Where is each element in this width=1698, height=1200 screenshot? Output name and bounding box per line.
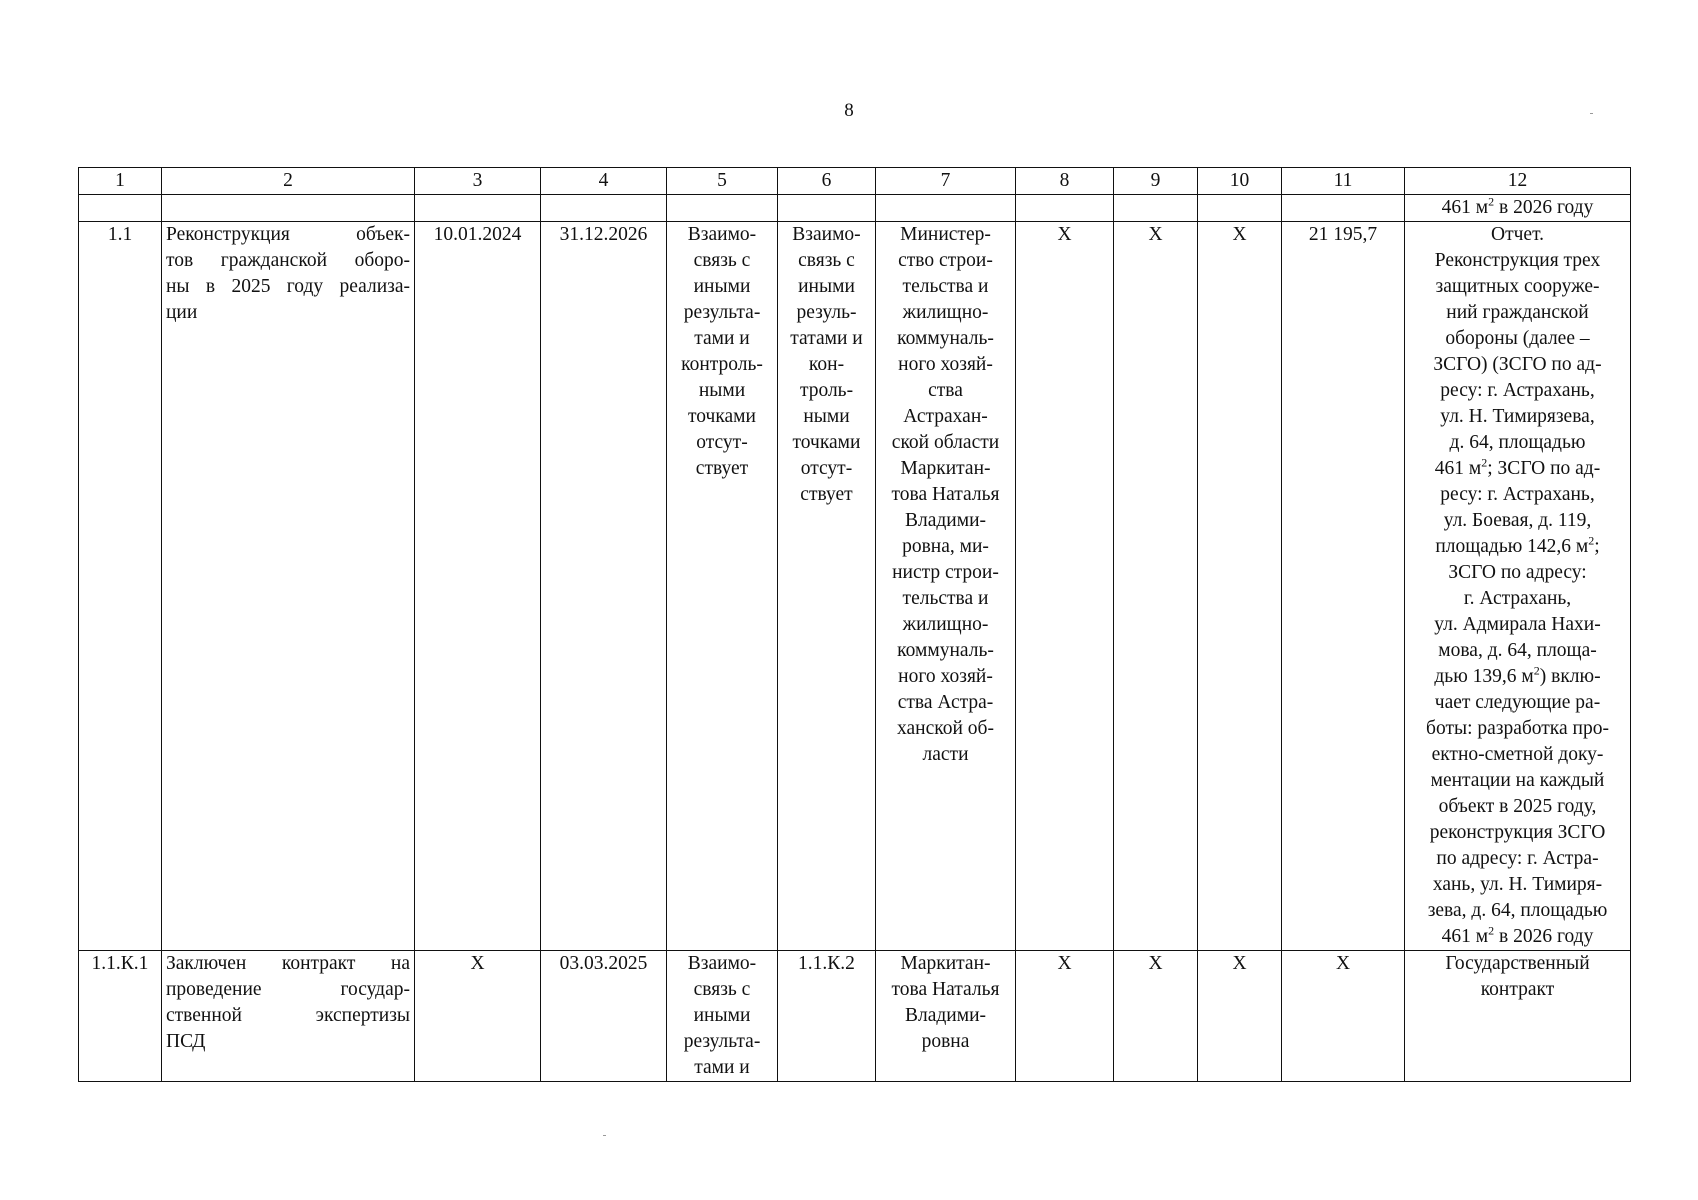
cell-line: обороны (далее – [1445,328,1590,349]
cell-line: ного хозяй- [898,354,993,375]
cell-line: объект в 2025 году, [1438,796,1597,817]
cell-line: ство строи- [898,250,993,271]
cell-line: тов гражданской оборо- [166,250,410,271]
cell-line: дью 139,6 $м^2$) вклю- [1434,663,1601,687]
cell-line: Заключен контракт на [166,953,410,974]
amount-value: 21 195,7 [1282,222,1405,951]
relation-cell [778,951,876,1082]
cell-line: ул. Н. Тимирязева, [1440,406,1595,427]
cell-line: Владими- [904,1005,987,1026]
cell-line: Маркитан- [900,458,991,479]
start-date: Х [415,951,541,1082]
cell-line: тами и [694,1057,750,1078]
cell-line: ПСД [166,1031,206,1052]
col8-value: Х [1016,222,1114,951]
cell-line: Маркитан- [900,953,991,974]
cell-line: зева, д. 64, площадью [1427,900,1608,921]
column-header: 3 [415,168,541,195]
scan-speck [603,1135,606,1136]
cell-line: результа- [683,302,761,323]
responsible-cell [876,951,1016,1082]
column-header: 11 [1282,168,1405,195]
cell-line: реконструкция ЗСГО [1429,822,1606,843]
end-date: 03.03.2025 [541,951,667,1082]
cell-line: точками [688,406,756,427]
responsible-cell [876,222,1016,951]
col9-value: Х [1114,222,1198,951]
column-header: 9 [1114,168,1198,195]
cell-line: коммуналь- [897,640,994,661]
col10-value: Х [1198,951,1282,1082]
cell-line: ции [166,302,198,323]
cell-line: проведение государ- [166,979,410,1000]
cell-line: ствует [800,484,853,505]
cell-line: това Наталья [891,484,1000,505]
cell-line: отсут- [696,432,748,453]
cell-line: коммуналь- [897,328,994,349]
column-header: 1 [79,168,162,195]
cell-line: Взаимо- [687,953,757,974]
cell-line: иными [693,276,751,297]
continuation-text: 461 $м^2$ в 2026 году [1405,195,1631,222]
cell-line: по адресу: г. Астра- [1436,848,1599,869]
col9-value: Х [1114,951,1198,1082]
cell-line: резуль- [796,302,857,323]
table-row [79,222,1631,951]
row-name [162,951,415,1082]
column-header: 10 [1198,168,1282,195]
end-date: 31.12.2026 [541,222,667,951]
cell-line: г. Астрахань, [1463,588,1572,609]
cell-line: кон- [808,354,845,375]
cell-line: ными [803,406,850,427]
row-number: 1.1.К.1 [79,951,162,1082]
cell-line: ства Астра- [897,692,994,713]
cell-line: ЗСГО по адресу: [1448,562,1587,583]
result-description [1405,222,1631,951]
cell-line: связь с [693,250,751,271]
cell-line: чает следующие ра- [1434,692,1601,713]
cell-line: Отчет. [1491,224,1544,245]
table-row [79,951,1631,1082]
cell-line: ствует [695,458,749,479]
cell-line: троль- [799,380,854,401]
cell-line: татами и [790,328,863,349]
results-table [78,167,1631,1082]
cell-line: мова, д. 64, площа- [1438,640,1597,661]
column-header: 7 [876,168,1016,195]
cell-line: ного хозяй- [898,666,993,687]
cell-line: ресу: г. Астрахань, [1440,484,1595,505]
amount-value: Х [1282,951,1405,1082]
cell-line: связь с [693,979,751,1000]
cell-line: Взаимо- [687,224,757,245]
cell-line: результа- [683,1031,761,1052]
cell-line: Владими- [904,510,987,531]
scan-speck [1590,113,1593,114]
cell-line: ний гражданской [1446,302,1589,323]
cell-line: ектно-сметной доку- [1431,744,1604,765]
cell-line: 461 $м^2$ в 2026 году [1441,923,1594,947]
continuation-row [79,195,1631,222]
cell-line: иными [798,276,855,297]
cell-line: ными [698,380,746,401]
cell-line: ментации на каждый [1430,770,1605,791]
cell-line: Астрахан- [903,406,988,427]
cell-line: ны в 2025 году реализа- [166,276,410,297]
cell-line: ЗСГО) (ЗСГО по ад- [1433,354,1602,375]
cell-line: нистр строи- [892,562,999,583]
column-header: 4 [541,168,667,195]
cell-line: иными [693,1005,751,1026]
cell-line: боты: разработка про- [1426,718,1609,739]
column-header: 2 [162,168,415,195]
result-description [1405,951,1631,1082]
column-header: 8 [1016,168,1114,195]
cell-line: жилищно- [902,302,989,323]
cell-line: ственной экспертизы [166,1005,410,1026]
cell-line: ства [928,380,963,401]
cell-line: Министер- [900,224,991,245]
cell-line: отсут- [800,458,853,479]
cell-line: жилищно- [902,614,989,635]
cell-line: площадью 142,6 $м^2$; [1435,533,1600,557]
cell-line: контроль- [681,354,763,375]
relation-cell [667,951,778,1082]
cell-line: ской области [891,432,1000,453]
cell-line: 461 $м^2$; ЗСГО по ад- [1434,455,1601,479]
cell-line: д. 64, площадью [1449,432,1586,453]
cell-line: тельства и [902,588,989,609]
cell-line: ласти [922,744,969,765]
page-number: 8 [844,100,854,121]
column-header: 6 [778,168,876,195]
relation-cell [667,222,778,951]
cell-line: точками [792,432,861,453]
row-name [162,222,415,951]
start-date: 10.01.2024 [415,222,541,951]
col8-value: Х [1016,951,1114,1082]
cell-line: Взаимо- [792,224,861,245]
cell-line: ул. Адмирала Нахи- [1434,614,1601,635]
cell-line: това Наталья [891,979,1000,1000]
row-number: 1.1 [79,222,162,951]
column-header: 12 [1405,168,1631,195]
cell-line: контракт [1480,979,1555,1000]
cell-line: Реконструкция объек- [166,224,410,245]
relation-cell [778,222,876,951]
cell-line: ровна [921,1031,970,1052]
cell-line: 1.1.К.2 [798,953,855,974]
column-header: 5 [667,168,778,195]
cell-line: тельства и [902,276,989,297]
cell-line: тами и [694,328,750,349]
cell-line: ресу: г. Астрахань, [1440,380,1595,401]
cell-line: ул. Боевая, д. 119, [1443,510,1592,531]
cell-line: Государственный [1445,953,1590,974]
cell-line: Реконструкция трех [1434,250,1601,271]
cell-line: связь с [798,250,855,271]
cell-line: ровна, ми- [902,536,989,557]
col10-value: Х [1198,222,1282,951]
cell-line: защитных сооруже- [1435,276,1600,297]
cell-line: ханской об- [897,718,994,739]
cell-line: хань, ул. Н. Тимиря- [1432,874,1603,895]
column-number-row [79,168,1631,195]
